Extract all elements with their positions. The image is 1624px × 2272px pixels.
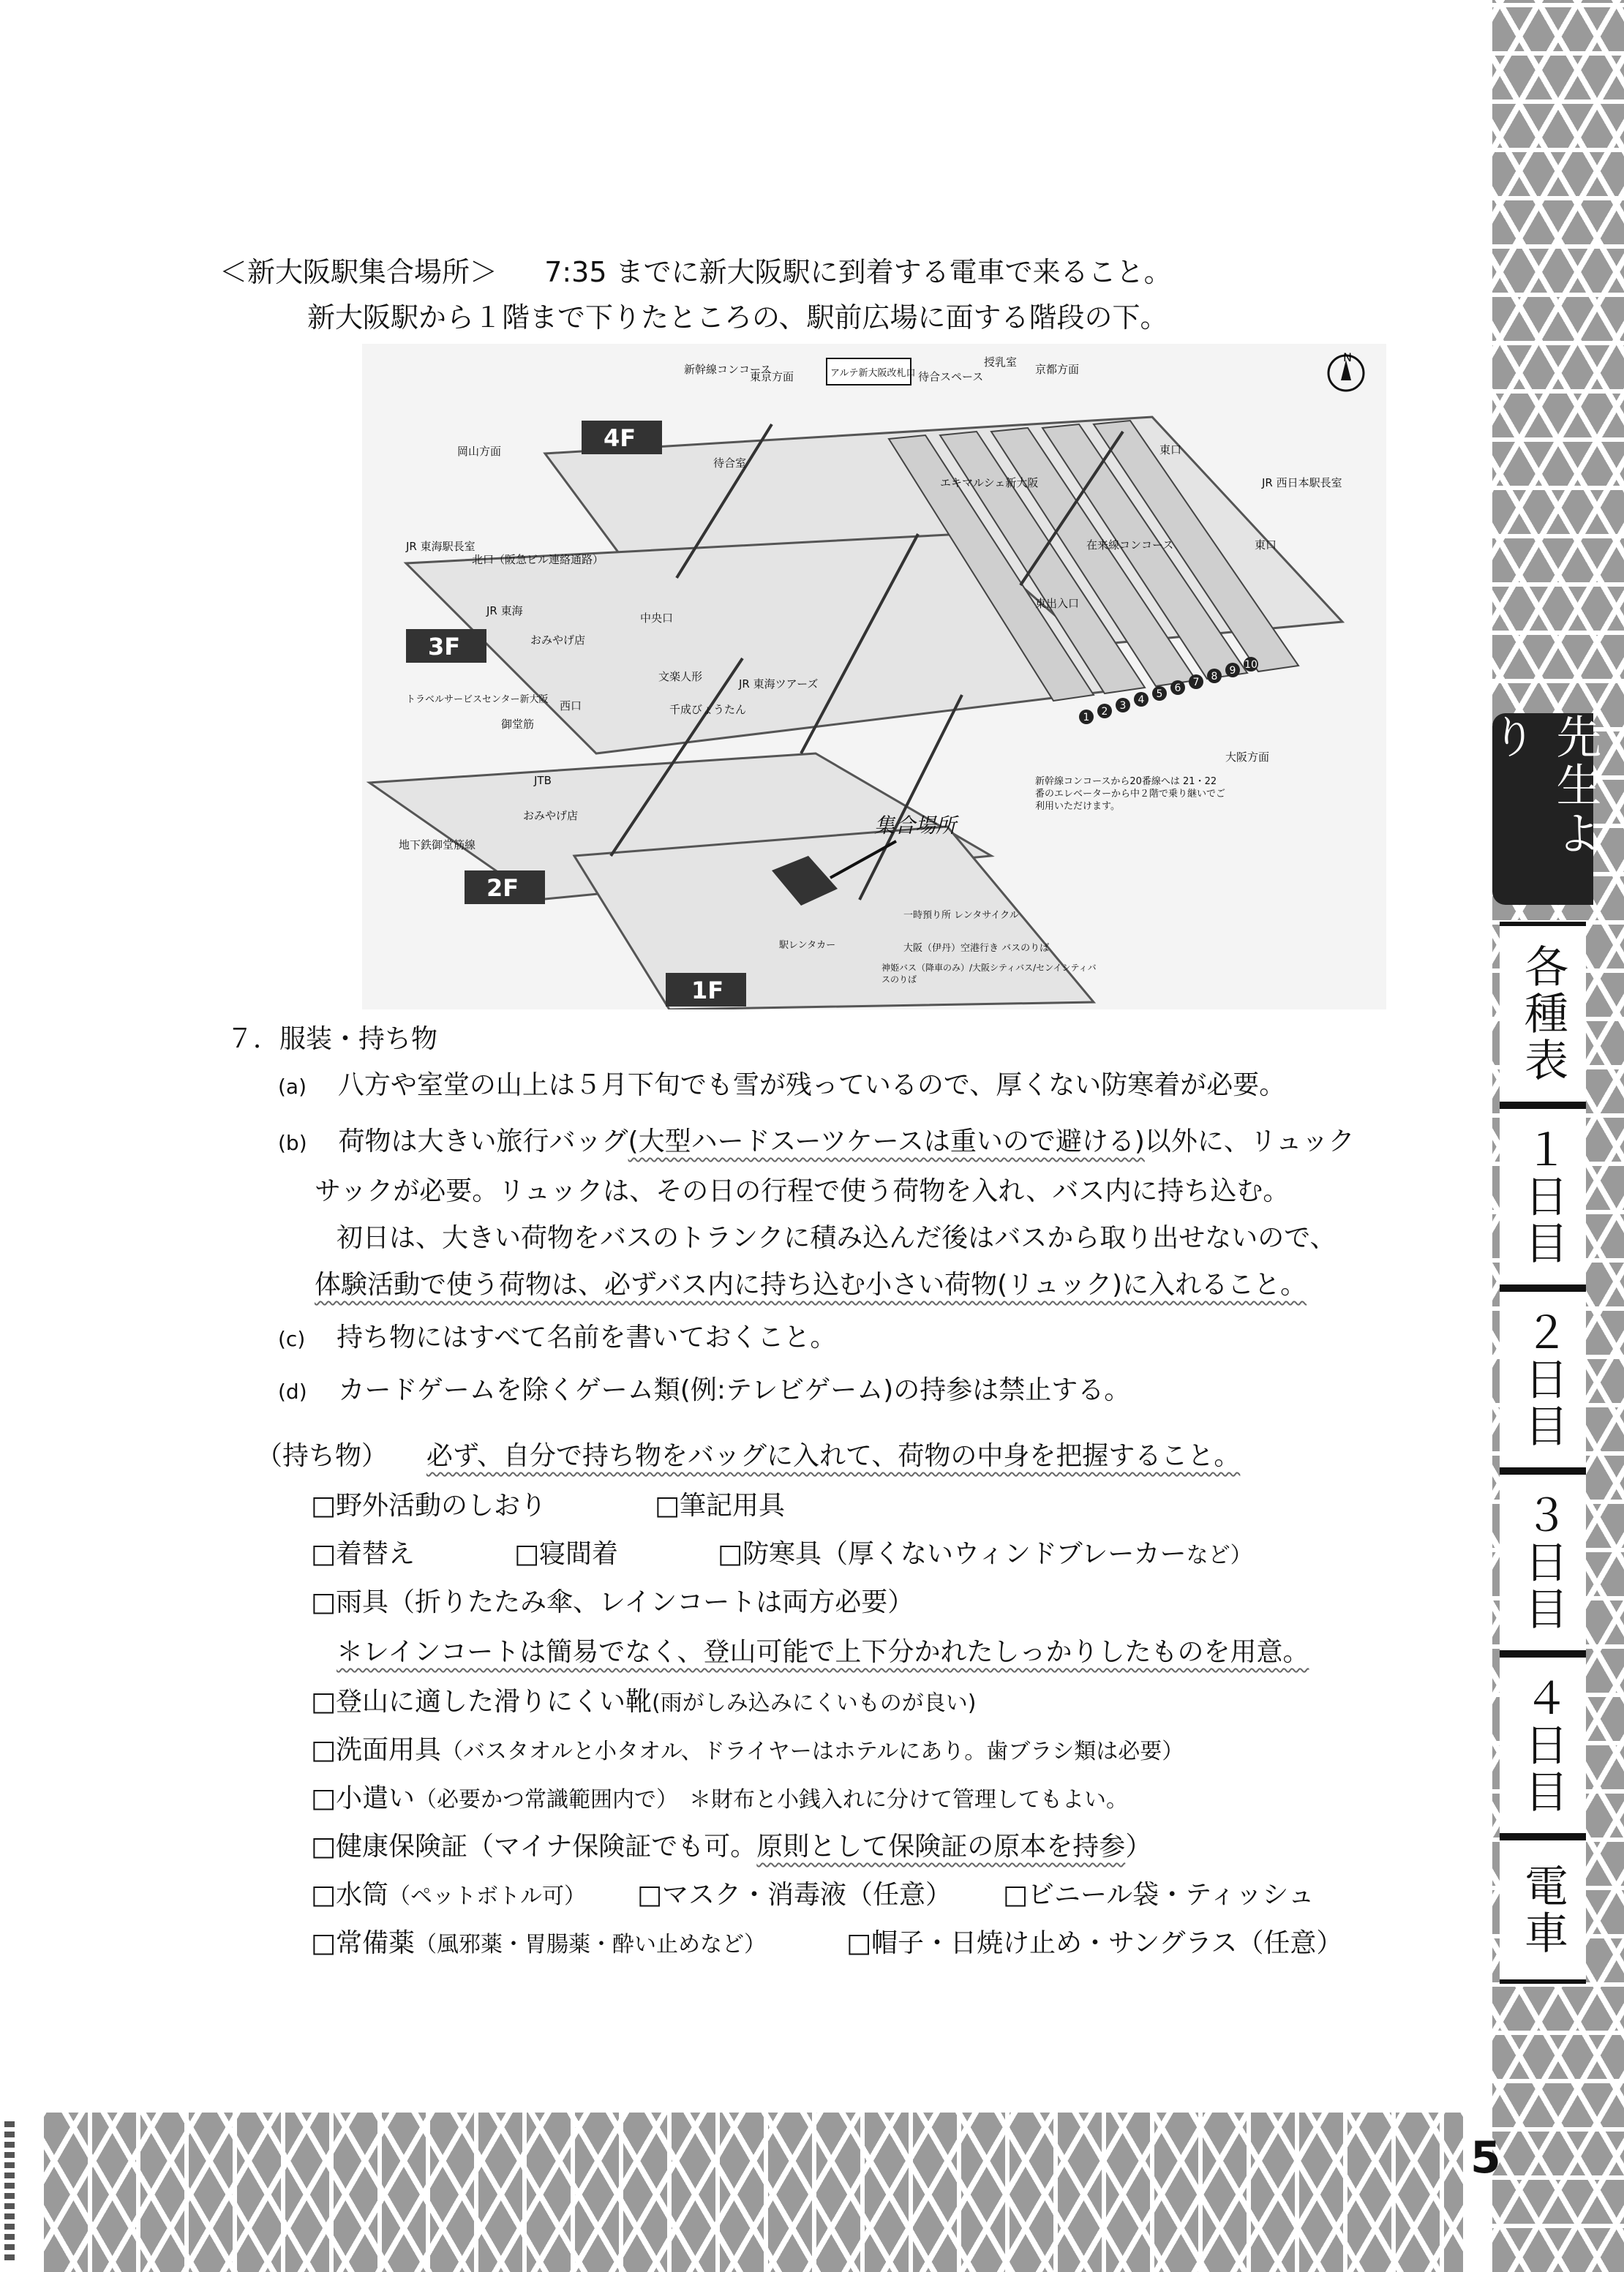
meeting-place-line (219, 250, 1172, 294)
checklist-row (311, 1681, 976, 1718)
map-label: 東京方面 (750, 370, 794, 383)
map-label: 一時預り所 レンタサイクル (903, 910, 1019, 921)
checklist-row (311, 1778, 1128, 1815)
meeting-place-title: ＜新大阪駅集合場所＞ (219, 256, 498, 288)
svg-text:6: 6 (1174, 682, 1181, 694)
checklist-item-note: など） (1186, 1543, 1252, 1568)
item-text: 荷物は大きい旅行バッグ (338, 1126, 628, 1156)
item-mark: (a) (278, 1075, 307, 1099)
map-label: JR 東海ツアーズ (739, 677, 819, 691)
checklist-item: □ビニール袋・ティッシュ (1003, 1880, 1315, 1910)
item-text: 以外に、リュック (1144, 1126, 1355, 1156)
map-label: 在来線コンコース (1086, 538, 1174, 552)
item-text-underlined: (大型ハードスーツケースは重いので避ける) (628, 1126, 1145, 1156)
checklist-note: ＊レインコートは簡易でなく、登山可能で上下分かれたしっかりしたものを用意。 (337, 1637, 1309, 1667)
belongings-note: 必ず、自分で持ち物をバッグに入れて、荷物の中身を把握すること。 (426, 1441, 1241, 1471)
item-b-line1 (278, 1121, 1355, 1158)
checklist-item-note: （風邪薬・胃腸薬・酔い止めなど） (415, 1932, 767, 1957)
checklist-row (311, 1729, 1184, 1767)
checklist-item: □着替え (311, 1539, 416, 1569)
page-number: 5 (1470, 2132, 1501, 2183)
map-label: 京都方面 (1035, 363, 1080, 376)
map-label: 駅レンタカー (779, 940, 836, 951)
map-label: 千成びょうたん (669, 703, 747, 716)
map-label: 授乳室 (984, 356, 1018, 369)
checklist-item-underlined: 原則として保険証の原本を持参 (756, 1832, 1126, 1862)
side-index (1484, 0, 1602, 2092)
map-label: おみやげ店 (523, 809, 579, 822)
station-map (362, 344, 1386, 1009)
platform-number (1116, 698, 1130, 712)
svg-text:1: 1 (1083, 712, 1090, 723)
item-text: 持ち物にはすべて名前を書いておくこと。 (337, 1323, 837, 1353)
checklist-item: □筆記用具 (655, 1491, 786, 1521)
floor-label-4f: 4F (604, 424, 636, 452)
checklist-item: □防寒具（厚くないウィンドブレーカー (718, 1539, 1187, 1569)
item-mark: (b) (278, 1131, 307, 1155)
meeting-place-time: 7:35 までに新大阪駅に到着する電車で来ること。 (544, 256, 1172, 288)
item-a (278, 1064, 1285, 1102)
svg-text:2: 2 (1101, 706, 1108, 718)
map-label: アルテ新大阪改札口 (830, 368, 916, 379)
platform-number (1189, 674, 1203, 689)
platform-number (1225, 663, 1240, 677)
item-d (278, 1369, 1130, 1407)
map-label: 北口（阪急ビル連絡通路） (472, 553, 604, 566)
map-label: 待合スペース (918, 370, 984, 383)
item-text: カードゲームを除くゲーム類(例:テレビゲーム)の持参は禁止する。 (338, 1375, 1131, 1405)
map-note: 新幹線コンコースから20番線へは 21・22番のエレベーターから中２階で乗り継いでご利用いただけます。 (1035, 776, 1225, 812)
svg-text:5: 5 (1156, 688, 1163, 700)
checklist-item: □野外活動のしおり (311, 1491, 547, 1521)
binding-mark (4, 2121, 15, 2260)
platform-number (1207, 669, 1222, 683)
checklist-item: □寝間着 (514, 1539, 619, 1569)
map-label: 地下鉄御堂筋線 (399, 838, 476, 851)
belongings-header (256, 1435, 1240, 1472)
item-mark: (d) (278, 1380, 307, 1404)
item-b-line2: サックが必要。リュックは、その日の行程で使う荷物を入れ、バス内に持ち込む。 (315, 1176, 1290, 1206)
map-label: 東出入口 (1035, 597, 1080, 610)
checklist-row (311, 1485, 785, 1522)
checklist-row (311, 1533, 1252, 1571)
item-b-line4: 体験活動で使う荷物は、必ずバス内に持ち込む小さい荷物(リュック)に入れること。 (315, 1270, 1307, 1300)
meeting-place-label: 集合場所 (874, 813, 957, 838)
platform-number (1134, 692, 1149, 707)
item-b-line3: 初日は、大きい荷物をバスのトランクに積み込んだ後はバスから取り出せないので、 (337, 1223, 1337, 1253)
belongings-label: （持ち物） (256, 1441, 388, 1471)
svg-text:9: 9 (1229, 665, 1236, 677)
platform-number (1152, 686, 1167, 701)
decorative-pattern-bottom (44, 2113, 1463, 2272)
checklist-item: □水筒 (311, 1880, 389, 1910)
checklist-item: □登山に適した滑りにくい靴 (311, 1687, 653, 1717)
svg-text:3: 3 (1119, 700, 1127, 712)
map-label: 大阪（伊丹）空港行き バスのりば (903, 943, 1050, 954)
map-label: エキマルシェ新大阪 (940, 476, 1039, 489)
checklist-item-note: （ペットボトル可） (388, 1884, 587, 1909)
map-label: 新幹線コンコース (684, 363, 772, 376)
floor-label-3f: 3F (428, 633, 461, 661)
checklist-item: □洗面用具 (311, 1735, 442, 1765)
checklist-item: ） (1125, 1832, 1152, 1862)
checklist-item-note: (雨がしみ込みにくいものが良い) (652, 1690, 977, 1716)
checklist-item-note: （必要かつ常識範囲内で） ＊財布と小銭入れに分けて管理してもよい。 (415, 1787, 1129, 1813)
platform-number (1097, 704, 1112, 718)
side-tab-day4[interactable]: ４日目 (1500, 1653, 1586, 1837)
checklist-row: □雨具（折りたたみ傘、レインコートは両方必要） (311, 1587, 914, 1617)
map-label: 神姫バス（降車のみ）/大阪シティバス/センイシティバスのりば (881, 963, 1097, 985)
map-label: 東口 (1159, 443, 1182, 456)
checklist-item: □マスク・消毒液（任意） (637, 1880, 952, 1910)
checklist-row (311, 1922, 1342, 1960)
side-tab-kakushu[interactable]: 各種表 (1500, 922, 1586, 1106)
checklist-item: □常備薬 (311, 1928, 416, 1958)
svg-text:7: 7 (1192, 677, 1200, 688)
side-tab-day2[interactable]: ２日目 (1500, 1287, 1586, 1472)
map-label: 西口 (560, 699, 582, 712)
map-label: 中央口 (640, 612, 674, 625)
item-mark: (c) (278, 1327, 306, 1351)
checklist-row (311, 1826, 1151, 1863)
checklist-item: □帽子・日焼け止め・サングラス（任意） (846, 1928, 1343, 1958)
platform-number (1170, 680, 1185, 695)
checklist-item: □小遣い (311, 1783, 416, 1813)
map-label: 文楽人形 (658, 670, 703, 683)
svg-text:10: 10 (1244, 659, 1258, 671)
svg-text:4: 4 (1138, 694, 1145, 706)
platform-number (1244, 657, 1258, 672)
floor-label-1f: 1F (691, 977, 724, 1004)
side-tab-day3[interactable]: ３日目 (1500, 1470, 1586, 1655)
item-c (278, 1317, 836, 1354)
map-label: 待合室 (713, 456, 747, 470)
map-label: JR 東海駅長室 (406, 540, 475, 553)
platform-number (1079, 710, 1094, 724)
checklist-row (311, 1874, 1315, 1911)
svg-text:N: N (1343, 350, 1352, 364)
side-tab-active[interactable]: 先生より (1492, 713, 1593, 905)
section7-heading: ７．服装・持ち物 (227, 1024, 438, 1054)
map-label: 東口 (1255, 538, 1277, 552)
map-label: 御堂筋 (501, 718, 535, 731)
map-label: トラベルサービスセンター新大阪 (406, 694, 549, 705)
station-map-svg (362, 344, 1386, 1009)
map-label: 大阪方面 (1225, 751, 1270, 764)
map-label: 岡山方面 (457, 445, 502, 458)
map-label: おみやげ店 (530, 633, 586, 647)
floor-label-2f: 2F (486, 874, 519, 902)
checklist-item-note: （バスタオルと小タオル、ドライヤーはホテルにあり。歯ブラシ類は必要） (441, 1739, 1184, 1764)
side-tab-train[interactable]: 電車 (1500, 1836, 1586, 1984)
item-text: 八方や室堂の山上は５月下旬でも雪が残っているので、厚くない防寒着が必要。 (337, 1070, 1286, 1100)
map-label: JR 西日本駅長室 (1262, 476, 1342, 489)
side-tab-day1[interactable]: １日目 (1500, 1105, 1586, 1289)
map-label: JTB (534, 774, 552, 787)
meeting-place-detail: 新大阪駅から１階まで下りたところの、駅前広場に面する階段の下。 (307, 301, 1168, 334)
map-label: JR 東海 (486, 604, 523, 617)
svg-text:8: 8 (1211, 671, 1218, 682)
checklist-item: □健康保険証（マイナ保険証でも可。 (311, 1832, 757, 1862)
